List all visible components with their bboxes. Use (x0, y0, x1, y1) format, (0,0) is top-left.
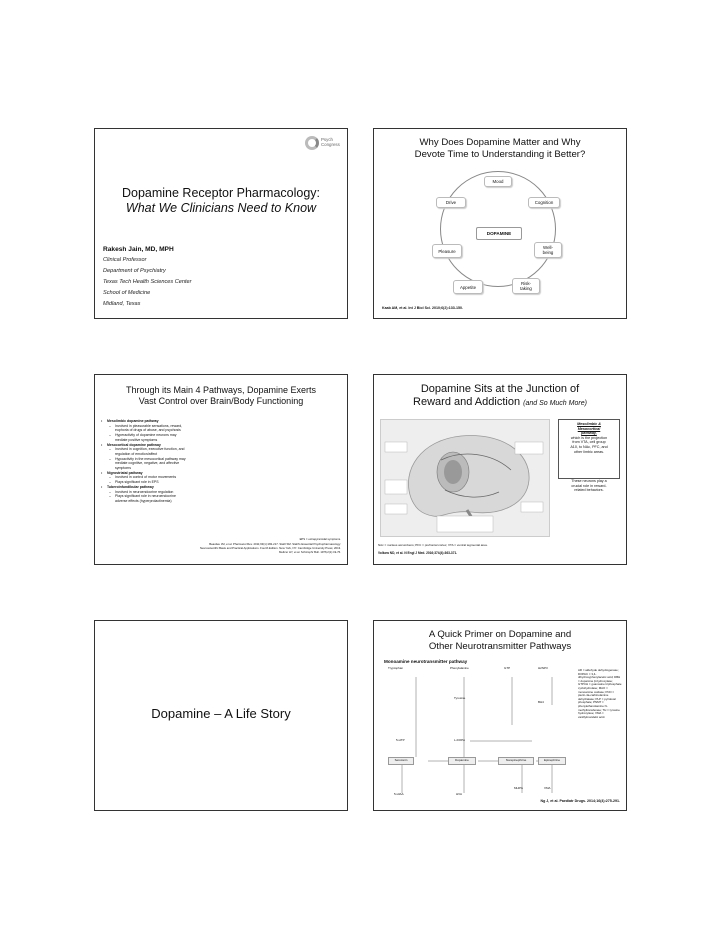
reference: Ng J, et al. Paediatr Drugs. 2014;16(4):275-291. (540, 799, 620, 803)
node-label: taking (520, 286, 532, 291)
title-line-2: Devote Time to Understanding it Better? (414, 149, 586, 160)
slide-5 (94, 620, 348, 811)
reference: Meltzer HY, et al. Schizophr Bull. 1976;2(1):19-76. (279, 550, 341, 554)
bullet-item: adverse effects (hyperprolactinemia) (115, 498, 172, 503)
slide-6-title (378, 629, 622, 653)
bullet-item: regulation of emotion/affect (115, 451, 158, 456)
node-box: Serotonin (388, 757, 414, 765)
node-label: GTP (504, 666, 511, 670)
node-label: Well- (543, 245, 553, 250)
node-label: MHPG (514, 786, 523, 790)
bullet-item: – Involved in neuroendocrine regulation (101, 490, 331, 495)
node-drive: Drive (436, 197, 466, 208)
callout-text: related behaviors. (574, 488, 604, 493)
logo-text-2: Congress (321, 142, 340, 147)
callout-bold: Mesocortical (577, 426, 601, 431)
callout-text: crucial role in reward- (571, 483, 607, 488)
slide-4 (373, 374, 627, 565)
pathway-bullet-list (101, 419, 331, 504)
node-box: Epinephrine (538, 757, 566, 765)
bullet-item: – Hyperactivity of dopamine neurons may (101, 433, 331, 438)
node-label: BH4 (538, 700, 544, 704)
logo-text-1: Psych (321, 137, 333, 142)
node-appetite: Appetite (453, 280, 483, 294)
callout-continuation (558, 479, 620, 493)
bullet-item: mediate cognitive, negative, and affective (115, 461, 180, 466)
node-label: VMA (544, 786, 551, 790)
node-box: Norepinephrine (498, 757, 534, 765)
bullet-item: – Involved in control of motor movements (101, 475, 331, 480)
affiliation-line: School of Medicine (103, 290, 151, 296)
callout-bold: Mesolimbic & (577, 422, 601, 426)
node-cognition: Cognition (528, 197, 560, 208)
slide-3 (94, 374, 348, 565)
slide-5-title: Dopamine – A Life Story (151, 706, 291, 721)
callout-text: These neurons play a (571, 479, 607, 483)
abbreviation-legend: AR = aldehyde dehydrogenase; DOPAC = 3,4-dihydroxyphenylacetic acid; DBH = dopamine β-hydroxylase; GTPCH = guanosine triphosphate cyclohydrolase; MAO = monoamine oxidase; PCD = pterin-4a-carbinolamine dehydratase; PLP = pyridoxal phosphate; PNMT = phenylethanolamine N-methyltransferase; TH = tyrosine hydroxylase; VMA = vanillylmandelic acid. (578, 668, 622, 719)
title-main: Dopamine Receptor Pharmacology: (121, 186, 321, 200)
title-main-text: Reward and Addiction (413, 396, 521, 408)
pathway-diagram-title: Monoamine neurotransmitter pathway (384, 659, 468, 664)
bullet-item: symptoms (115, 466, 131, 471)
affiliation-line: Clinical Professor (103, 257, 147, 263)
title-sub: What We Clinicians Need to Know (125, 201, 317, 215)
callout-text: other limbic areas. (573, 449, 605, 454)
reference: Beaulieu JM, et al. Pharmacol Rev. 2011;63(1):182-217. Stahl SM. Stahl's Essential Psychopharmacology: (209, 542, 341, 546)
node-label: L-DOPA (454, 738, 465, 742)
logo-ring-icon (305, 136, 319, 150)
node-label: 5-HIAA (394, 792, 404, 796)
node-label: Tyrosine (454, 696, 466, 700)
slide-6 (373, 620, 627, 811)
node-label: Risk- (521, 281, 531, 286)
node-label: H2NP3 (538, 666, 548, 670)
node-label: Tryptophan (388, 666, 404, 670)
node-label: HVA (456, 792, 462, 796)
node-label: 5-HTP (396, 738, 405, 742)
title-line-1: Why Does Dopamine Matter and Why (419, 137, 581, 148)
node-pleasure: Pleasure (432, 244, 462, 258)
affiliation-line: Texas Tech Health Sciences Center (103, 279, 192, 285)
mesolimbic-callout (558, 419, 620, 479)
slide-1-title (101, 186, 341, 216)
title-paren: (and So Much More) (523, 400, 587, 407)
node-wellbeing (534, 242, 562, 258)
callout-bold: pathway, (581, 431, 597, 436)
slide-2-title (378, 137, 622, 161)
bullet-item: euphoria of drugs of abuse, and psychosis (115, 428, 181, 433)
node-label: being (542, 250, 554, 255)
callout-text: A10, to NAc, PFC, and (570, 444, 608, 449)
reference: Kaab AM, et al. Int J Biol Sci. 2010;6(2):133-150. (382, 306, 463, 310)
bullet-item: • Mesolimbic dopamine pathway (101, 419, 331, 424)
bullet-item: – Plays significant role in neuroendocrine (101, 494, 331, 499)
bullet-item: – Involved in pleasurable sensations, reward, (101, 424, 331, 429)
pathway-lines-icon (382, 665, 578, 801)
node-box: Dopamine (448, 757, 476, 765)
bullet-item: • Mesocortical dopamine pathway (101, 443, 331, 448)
bullet-item: • Tuberoinfundibular pathway (101, 485, 331, 490)
node-label: Phenylalanine (450, 666, 469, 670)
affiliation-line: Midland, Texas (103, 301, 141, 307)
title-line-2 (378, 396, 622, 410)
slide-2 (373, 128, 627, 319)
bullet-item: mediate positive symptoms (115, 437, 158, 442)
affiliation-line: Department of Psychiatry (103, 268, 166, 274)
presenter-name: Rakesh Jain, MD, MPH (103, 246, 174, 253)
abbreviations: NAc = nucleus accumbens; PFC = prefrontal cortex; VTA = ventral tegmental area. (378, 543, 488, 547)
title-line-1: A Quick Primer on Dopamine and (428, 629, 572, 640)
reference: Volkow ND, et al. N Engl J Med. 2016;374(4):363-371. (378, 551, 458, 555)
bullet-item: • Nigrostriatal pathway (101, 471, 331, 476)
slide-1 (94, 128, 348, 319)
title-line-2: Vast Control over Brain/Body Functioning (138, 396, 304, 406)
brain-icon (381, 420, 549, 536)
bullet-item: – Involved in cognition, executive function, and (101, 447, 331, 452)
eps-footnote: EPS = extrapyramidal symptoms. (299, 537, 341, 541)
slide-3-title (99, 385, 343, 407)
title-line-1: Through its Main 4 Pathways, Dopamine Exerts (125, 385, 317, 395)
bullet-item: – Plays significant role in EPS (101, 480, 331, 485)
slide-4-title (378, 383, 622, 410)
psych-congress-logo (305, 135, 341, 153)
callout-text: which is the projection (570, 435, 608, 440)
bullet-item: – Hypoactivity in the mesocortical pathway may (101, 457, 331, 462)
dopamine-center: DOPAMINE (476, 227, 522, 240)
node-mood: Mood (484, 176, 512, 187)
brain-pathway-figure (380, 419, 550, 537)
title-line-2: Other Neurotransmitter Pathways (428, 641, 572, 652)
reference: Neuroscientific Basis and Practical Applications. Fourth Edition. New York, NY: Cambridge University Press; 2013. (200, 546, 341, 550)
node-risk-taking (512, 278, 540, 294)
title-line-1: Dopamine Sits at the Junction of (420, 383, 580, 395)
callout-text: from VTA, cell group (572, 440, 606, 445)
